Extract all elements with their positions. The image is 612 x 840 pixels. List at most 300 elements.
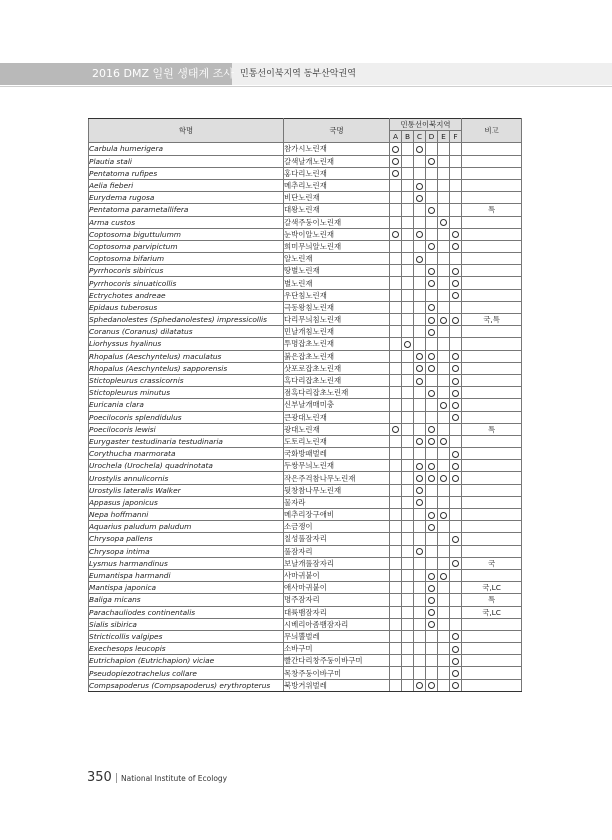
site-d-cell [426,667,438,679]
site-a-cell [390,448,402,460]
presence-mark [416,256,423,263]
col-site-f-header: F [450,131,462,143]
site-b-cell [402,179,414,191]
site-a-cell [390,606,402,618]
site-c-cell [414,289,426,301]
site-a-cell [390,411,402,423]
site-d-cell [426,143,438,155]
site-d-cell [426,301,438,313]
table-row [89,594,522,606]
note-cell [462,240,522,252]
korean-name: 시베리아좀뱀잠자리 [284,618,390,630]
site-c-cell [414,411,426,423]
site-a-cell [390,253,402,265]
korean-name: 두쌍무늬노린재 [284,460,390,472]
korean-name: 칠성풀잠자리 [284,533,390,545]
table-row [89,655,522,667]
korean-name: 다리무늬침노린재 [284,314,390,326]
site-d-cell [426,265,438,277]
korean-name: 별노린재 [284,277,390,289]
site-c-cell [414,301,426,313]
presence-mark [392,158,399,165]
site-b-cell [402,448,414,460]
site-e-cell [438,167,450,179]
site-b-cell [402,630,414,642]
site-e-cell [438,143,450,155]
scientific-name: Lysmus harmandinus [89,557,284,569]
presence-mark [428,304,435,311]
table-row [89,362,522,374]
note-cell [462,143,522,155]
site-a-cell [390,399,402,411]
site-a-cell [390,387,402,399]
site-c-cell [414,192,426,204]
site-d-cell [426,460,438,472]
scientific-name: Poecilocoris splendidulus [89,411,284,423]
site-e-cell [438,569,450,581]
note-cell [462,679,522,691]
site-d-cell [426,387,438,399]
site-f-cell [450,557,462,569]
site-a-cell [390,374,402,386]
site-e-cell [438,557,450,569]
korean-name: 흑다리잡초노린재 [284,374,390,386]
scientific-name: Stictopleurus crassicornis [89,374,284,386]
table-row [89,289,522,301]
presence-mark [416,438,423,445]
site-e-cell [438,314,450,326]
site-e-cell [438,338,450,350]
table-row [89,569,522,581]
site-f-cell [450,253,462,265]
note-cell [462,362,522,374]
presence-mark [428,317,435,324]
site-d-cell [426,521,438,533]
site-e-cell [438,679,450,691]
site-b-cell [402,435,414,447]
site-c-cell [414,399,426,411]
site-b-cell [402,411,414,423]
presence-mark [452,280,459,287]
site-f-cell [450,423,462,435]
presence-mark [452,390,459,397]
note-cell [462,326,522,338]
site-d-cell [426,326,438,338]
table-row [89,630,522,642]
presence-mark [416,463,423,470]
site-f-cell [450,472,462,484]
presence-mark [428,682,435,689]
presence-mark [428,585,435,592]
note-cell [462,569,522,581]
scientific-name: Baliga micans [89,594,284,606]
scientific-name: Coptosoma bifarium [89,253,284,265]
site-a-cell [390,179,402,191]
presence-mark [416,378,423,385]
presence-mark [452,353,459,360]
site-d-cell [426,582,438,594]
table-row [89,374,522,386]
presence-mark [452,414,459,421]
site-a-cell [390,301,402,313]
site-c-cell [414,179,426,191]
site-b-cell [402,143,414,155]
site-b-cell [402,338,414,350]
presence-mark [416,365,423,372]
korean-name: 국화방패벌레 [284,448,390,460]
site-a-cell [390,667,402,679]
site-a-cell [390,228,402,240]
table-row [89,216,522,228]
site-c-cell [414,240,426,252]
site-c-cell [414,679,426,691]
site-c-cell [414,484,426,496]
site-f-cell [450,387,462,399]
col-site-d-header: D [426,131,438,143]
korean-name: 눈박이알노린재 [284,228,390,240]
site-e-cell [438,399,450,411]
site-c-cell [414,350,426,362]
site-a-cell [390,618,402,630]
table-row [89,204,522,216]
site-b-cell [402,582,414,594]
scientific-name: Mantispa japonica [89,582,284,594]
note-cell [462,472,522,484]
table-body [89,143,522,691]
scientific-name: Liorhyssus hyalinus [89,338,284,350]
scientific-name: Sphedanolestes (Sphedanolestes) impressicollis [89,314,284,326]
presence-mark [452,536,459,543]
table-row [89,606,522,618]
site-d-cell [426,411,438,423]
presence-mark [428,621,435,628]
site-d-cell [426,448,438,460]
note-cell [462,545,522,557]
site-d-cell [426,655,438,667]
presence-mark [416,195,423,202]
note-cell [462,411,522,423]
site-d-cell [426,253,438,265]
site-c-cell [414,326,426,338]
site-c-cell [414,569,426,581]
scientific-name: Ectrychotes andreae [89,289,284,301]
site-f-cell [450,606,462,618]
presence-mark [428,438,435,445]
site-b-cell [402,557,414,569]
note-cell: 국,LC [462,582,522,594]
site-d-cell [426,228,438,240]
table-row [89,265,522,277]
presence-mark [416,487,423,494]
scientific-name: Plautia stali [89,155,284,167]
site-c-cell [414,472,426,484]
site-f-cell [450,435,462,447]
presence-mark [428,426,435,433]
site-a-cell [390,143,402,155]
presence-mark [452,243,459,250]
site-e-cell [438,533,450,545]
table-row [89,484,522,496]
korean-name: 갈색날개노린재 [284,155,390,167]
site-b-cell [402,667,414,679]
presence-mark [452,402,459,409]
note-cell [462,350,522,362]
site-f-cell [450,192,462,204]
site-e-cell [438,582,450,594]
presence-mark [452,633,459,640]
presence-mark [428,609,435,616]
table-row [89,533,522,545]
note-cell [462,630,522,642]
korean-name: 홍다리노린재 [284,167,390,179]
korean-name: 극동왕침노린재 [284,301,390,313]
site-a-cell [390,509,402,521]
site-f-cell [450,204,462,216]
page-number: 350 [87,770,112,785]
table-row [89,350,522,362]
presence-mark [416,353,423,360]
scientific-name: Urochela (Urochela) quadrinotata [89,460,284,472]
site-a-cell [390,582,402,594]
presence-mark [452,365,459,372]
korean-name: 뒷창참나무노린재 [284,484,390,496]
site-e-cell [438,509,450,521]
presence-mark [428,280,435,287]
header-divider [0,86,612,87]
site-d-cell [426,277,438,289]
site-d-cell [426,679,438,691]
note-cell [462,179,522,191]
site-f-cell [450,399,462,411]
presence-mark [452,317,459,324]
institute-name: National Institute of Ecology [121,774,228,783]
col-site-b-header: B [402,131,414,143]
note-cell: 특 [462,594,522,606]
scientific-name: Stricticollis valgipes [89,630,284,642]
site-b-cell [402,484,414,496]
table-row [89,338,522,350]
site-c-cell [414,362,426,374]
site-c-cell [414,630,426,642]
site-c-cell [414,496,426,508]
site-a-cell [390,655,402,667]
site-c-cell [414,277,426,289]
presence-mark [428,158,435,165]
site-e-cell [438,521,450,533]
site-e-cell [438,374,450,386]
note-cell [462,521,522,533]
site-f-cell [450,643,462,655]
scientific-name: Chrysopa intima [89,545,284,557]
presence-mark [452,451,459,458]
table-row [89,618,522,630]
note-cell [462,277,522,289]
presence-mark [452,292,459,299]
site-a-cell [390,472,402,484]
site-c-cell [414,643,426,655]
site-f-cell [450,460,462,472]
scientific-name: Eumantispa harmandi [89,569,284,581]
note-cell [462,448,522,460]
site-f-cell [450,228,462,240]
table-row [89,557,522,569]
scientific-name: Poecilocoris lewisi [89,423,284,435]
note-cell: 국,특 [462,314,522,326]
site-a-cell [390,314,402,326]
korean-name: 갈색주둥이노린재 [284,216,390,228]
presence-mark [428,573,435,580]
note-cell [462,496,522,508]
presence-mark [416,682,423,689]
site-f-cell [450,411,462,423]
site-b-cell [402,496,414,508]
site-f-cell [450,545,462,557]
korean-name: 희미무늬알노린재 [284,240,390,252]
site-e-cell [438,277,450,289]
site-d-cell [426,362,438,374]
korean-name: 신부날개매미충 [284,399,390,411]
site-d-cell [426,167,438,179]
site-f-cell [450,216,462,228]
site-c-cell [414,655,426,667]
site-c-cell [414,582,426,594]
table-row [89,582,522,594]
scientific-name: Pyrrhocoris sinuaticollis [89,277,284,289]
presence-mark [416,146,423,153]
site-d-cell [426,533,438,545]
site-b-cell [402,289,414,301]
section-label: 2016 DMZ 일원 생태계 조사 [0,63,232,85]
presence-mark [416,548,423,555]
site-a-cell [390,192,402,204]
scientific-name: Rhopalus (Aeschyntelus) maculatus [89,350,284,362]
presence-mark [392,146,399,153]
species-table [88,118,522,692]
presence-mark [428,243,435,250]
korean-name: 대왕노린재 [284,204,390,216]
note-cell: 특 [462,423,522,435]
note-cell [462,387,522,399]
site-e-cell [438,155,450,167]
korean-name: 목창주둥이바구미 [284,667,390,679]
table-row [89,521,522,533]
scientific-name: Exechesops leucopis [89,643,284,655]
scientific-name: Coptosoma biguttulumm [89,228,284,240]
table-row [89,192,522,204]
korean-name: 우단침노린재 [284,289,390,301]
site-d-cell [426,350,438,362]
site-f-cell [450,338,462,350]
site-f-cell [450,265,462,277]
table-row [89,240,522,252]
site-e-cell [438,594,450,606]
site-a-cell [390,338,402,350]
site-d-cell [426,423,438,435]
site-a-cell [390,216,402,228]
site-b-cell [402,594,414,606]
col-site-e-header: E [438,131,450,143]
site-e-cell [438,472,450,484]
site-e-cell [438,301,450,313]
site-c-cell [414,557,426,569]
site-f-cell [450,667,462,679]
site-a-cell [390,484,402,496]
table-row [89,399,522,411]
site-a-cell [390,521,402,533]
site-f-cell [450,362,462,374]
site-d-cell [426,594,438,606]
site-e-cell [438,606,450,618]
site-e-cell [438,362,450,374]
site-d-cell [426,289,438,301]
site-f-cell [450,240,462,252]
site-c-cell [414,204,426,216]
site-c-cell [414,545,426,557]
site-d-cell [426,606,438,618]
site-a-cell [390,350,402,362]
site-b-cell [402,387,414,399]
site-d-cell [426,435,438,447]
site-f-cell [450,314,462,326]
korean-name: 땅별노린재 [284,265,390,277]
site-d-cell [426,155,438,167]
site-c-cell [414,155,426,167]
note-cell [462,533,522,545]
presence-mark [428,475,435,482]
site-e-cell [438,423,450,435]
note-cell [462,509,522,521]
site-d-cell [426,557,438,569]
korean-name: 명주잠자리 [284,594,390,606]
scientific-name: Eutrichapion (Eutrichapion) viciae [89,655,284,667]
table-row [89,423,522,435]
site-a-cell [390,545,402,557]
site-c-cell [414,509,426,521]
site-d-cell [426,618,438,630]
site-a-cell [390,679,402,691]
presence-mark [392,170,399,177]
note-cell [462,618,522,630]
site-a-cell [390,265,402,277]
presence-mark [428,207,435,214]
table-row [89,301,522,313]
korean-name: 무늬뿔벌레 [284,630,390,642]
site-e-cell [438,496,450,508]
site-d-cell [426,643,438,655]
site-a-cell [390,204,402,216]
site-e-cell [438,216,450,228]
site-f-cell [450,374,462,386]
site-e-cell [438,179,450,191]
presence-mark [440,573,447,580]
site-a-cell [390,533,402,545]
presence-mark [440,317,447,324]
site-a-cell [390,423,402,435]
scientific-name: Urostylis lateralis Walker [89,484,284,496]
korean-name: 메추리장구애비 [284,509,390,521]
site-d-cell [426,216,438,228]
site-c-cell [414,228,426,240]
korean-name: 소바구미 [284,643,390,655]
site-b-cell [402,301,414,313]
site-b-cell [402,240,414,252]
note-cell: 국 [462,557,522,569]
presence-mark [428,512,435,519]
korean-name: 북방거위벌레 [284,679,390,691]
table-row [89,545,522,557]
site-b-cell [402,643,414,655]
presence-mark [404,341,411,348]
